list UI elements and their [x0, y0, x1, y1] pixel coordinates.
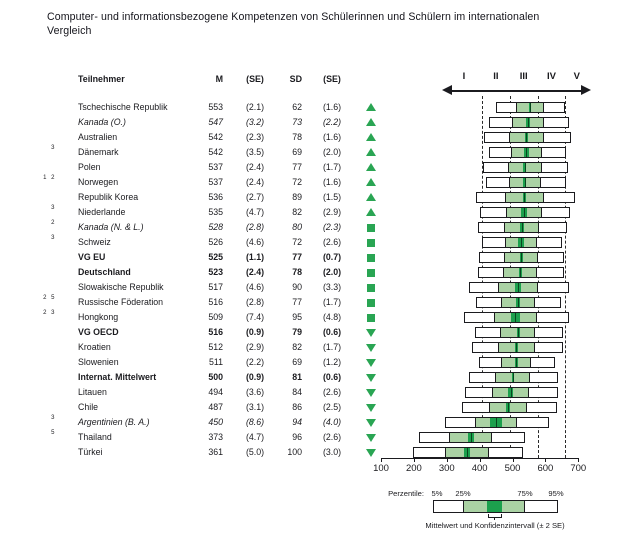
boxplot	[480, 207, 571, 218]
mean-value: 528	[208, 221, 223, 232]
mean-line	[521, 253, 522, 262]
participant-name: Kroatien	[78, 341, 111, 352]
footnote-sup: 3	[51, 205, 56, 211]
participant-name: Internat. Mittelwert	[78, 371, 157, 382]
mean-value: 361	[208, 446, 223, 457]
boxplot	[465, 387, 558, 398]
mean-line	[471, 433, 472, 442]
sd-se-value: (0.6)	[322, 326, 342, 337]
boxplot	[476, 297, 561, 308]
sd-se-value: (0.7)	[322, 251, 342, 262]
mean-se-value: (3.5)	[245, 146, 265, 157]
column-header-mean-se: (SE)	[246, 74, 264, 84]
x-axis-label: 200	[405, 463, 422, 474]
sd-value: 77	[292, 251, 302, 262]
footnote-sup: 5	[51, 430, 56, 436]
mean-value: 500	[208, 371, 223, 382]
mean-se-value: (2.8)	[245, 221, 265, 232]
sd-se-value: (1.2)	[322, 356, 342, 367]
table-row	[0, 432, 634, 445]
mean-se-value: (8.6)	[245, 416, 265, 427]
footnote-sup: 3	[51, 145, 56, 151]
sd-value: 78	[292, 266, 302, 277]
sd-se-value: (2.6)	[322, 236, 342, 247]
participant-name: Chile	[78, 401, 99, 412]
mean-value: 511	[208, 356, 223, 367]
level-axis-arrow-right-icon	[581, 85, 591, 95]
mean-line	[525, 178, 526, 187]
boxplot	[469, 372, 559, 383]
boxplot	[486, 177, 566, 188]
mean-value: 523	[208, 266, 223, 277]
mean-line	[526, 133, 527, 142]
participant-name: Türkei	[78, 446, 103, 457]
sd-se-value: (2.0)	[322, 266, 342, 277]
sd-value: 80	[292, 221, 302, 232]
boxplot	[479, 252, 564, 263]
participant-name: Schweiz	[78, 236, 111, 247]
sd-value: 94	[292, 416, 302, 427]
sd-value: 89	[292, 191, 302, 202]
mean-se-value: (4.6)	[245, 281, 265, 292]
legend-mean-ci-label: Mittelwert und Konfidenzintervall (± 2 SE)	[425, 521, 565, 530]
mean-se-value: (2.7)	[245, 191, 265, 202]
sd-se-value: (1.6)	[322, 176, 342, 187]
participant-name: Deutschland	[78, 266, 131, 277]
mean-se-value: (1.1)	[245, 251, 265, 262]
participant-name: Hongkong	[78, 311, 119, 322]
significance-down-icon	[366, 404, 376, 412]
boxplot	[479, 357, 556, 368]
boxplot	[483, 162, 568, 173]
x-axis-label: 500	[504, 463, 521, 474]
participant-name: VG EU	[78, 251, 106, 262]
significance-down-icon	[366, 359, 376, 367]
significance-square-icon	[367, 314, 375, 322]
mean-se-value: (2.9)	[245, 341, 265, 352]
legend-p75-label: 75%	[517, 489, 533, 498]
boxplot	[469, 282, 568, 293]
participant-name: Kanada (O.)	[78, 116, 126, 127]
mean-line	[518, 328, 519, 337]
boxplot	[475, 327, 562, 338]
significance-down-icon	[366, 389, 376, 397]
x-axis-tick	[513, 458, 514, 462]
legend-brace	[488, 514, 502, 518]
sd-se-value: (2.0)	[322, 146, 342, 157]
sd-value: 82	[292, 206, 302, 217]
sd-se-value: (4.0)	[322, 416, 342, 427]
mean-value: 536	[208, 191, 223, 202]
participant-name: Slowenien	[78, 356, 119, 367]
boxplot	[476, 192, 574, 203]
mean-line	[528, 118, 529, 127]
boxplot	[482, 237, 562, 248]
mean-se-value: (2.8)	[245, 296, 265, 307]
sd-se-value: (1.7)	[322, 161, 342, 172]
sd-se-value: (1.7)	[322, 296, 342, 307]
level-label: IV	[547, 71, 556, 82]
sd-value: 69	[292, 356, 302, 367]
sd-value: 78	[292, 131, 302, 142]
sd-value: 69	[292, 146, 302, 157]
legend-brace-stem	[494, 517, 495, 520]
mean-line	[496, 418, 497, 427]
mean-value: 516	[208, 296, 223, 307]
mean-line	[526, 148, 527, 157]
legend-percentile-label: Perzentile:	[388, 489, 424, 498]
significance-up-icon	[366, 148, 376, 156]
mean-se-value: (4.7)	[245, 431, 265, 442]
sd-value: 100	[287, 446, 302, 457]
boxplot	[472, 342, 563, 353]
significance-down-icon	[366, 329, 376, 337]
mean-line	[521, 238, 522, 247]
level-axis-arrow	[451, 90, 582, 93]
significance-square-icon	[367, 299, 375, 307]
sd-value: 72	[292, 236, 302, 247]
sd-se-value: (0.6)	[322, 371, 342, 382]
x-axis-tick	[545, 458, 546, 462]
boxplot	[478, 267, 564, 278]
column-header-mean: M	[215, 74, 223, 84]
sd-se-value: (3.3)	[322, 281, 342, 292]
level-label: I	[462, 71, 466, 82]
significance-square-icon	[367, 269, 375, 277]
mean-value: 537	[208, 176, 223, 187]
participant-name: Slowakische Republik	[78, 281, 164, 292]
participant-name: Russische Föderation	[78, 296, 164, 307]
footnote-sup: 3	[51, 415, 56, 421]
mean-line	[530, 103, 531, 112]
significance-square-icon	[367, 239, 375, 247]
sd-se-value: (2.6)	[322, 431, 342, 442]
significance-square-icon	[367, 224, 375, 232]
sd-se-value: (2.6)	[322, 386, 342, 397]
boxplot	[496, 102, 565, 113]
sd-value: 82	[292, 341, 302, 352]
mean-line	[518, 298, 519, 307]
level-label: II	[493, 71, 499, 82]
sd-value: 86	[292, 401, 302, 412]
legend-p25-label: 25%	[455, 489, 471, 498]
mean-line	[516, 358, 517, 367]
mean-value: 512	[208, 341, 223, 352]
participant-name: Niederlande	[78, 206, 126, 217]
participant-name: Argentinien (B. A.)	[78, 416, 150, 427]
boxplot	[462, 402, 557, 413]
level-label: III	[519, 71, 528, 82]
sd-se-value: (1.6)	[322, 101, 342, 112]
x-axis-tick	[578, 458, 579, 462]
sd-value: 79	[292, 326, 302, 337]
boxplot	[413, 447, 523, 458]
footnote-sup: 3	[51, 235, 56, 241]
mean-line	[508, 403, 509, 412]
mean-value: 373	[208, 431, 223, 442]
legend-ci-band	[487, 501, 502, 512]
mean-value: 542	[208, 131, 223, 142]
participant-name: Polen	[78, 161, 101, 172]
participant-name: Republik Korea	[78, 191, 139, 202]
boxplot	[489, 147, 566, 158]
mean-line	[513, 373, 514, 382]
boxplot	[464, 312, 569, 323]
footnote-sup: 2	[51, 220, 56, 226]
mean-value: 450	[208, 416, 223, 427]
footnote-sup: 1 2	[43, 175, 56, 181]
legend-sample-boxplot	[433, 500, 558, 513]
x-axis-label: 100	[373, 463, 389, 474]
participant-name: Thailand	[78, 431, 112, 442]
column-header-sd: SD	[289, 74, 302, 84]
significance-up-icon	[366, 103, 376, 111]
participant-name: Norwegen	[78, 176, 119, 187]
mean-line	[522, 223, 523, 232]
x-axis-tick	[381, 458, 382, 462]
legend-p95-label: 95%	[548, 489, 564, 498]
significance-up-icon	[366, 193, 376, 201]
column-header-sd-se: (SE)	[323, 74, 341, 84]
mean-value: 537	[208, 161, 223, 172]
participant-name: Litauen	[78, 386, 107, 397]
significance-up-icon	[366, 133, 376, 141]
mean-se-value: (2.2)	[245, 356, 265, 367]
sd-se-value: (1.7)	[322, 341, 342, 352]
sd-value: 84	[292, 386, 302, 397]
mean-se-value: (3.1)	[245, 401, 265, 412]
mean-value: 526	[208, 236, 223, 247]
mean-se-value: (2.3)	[245, 131, 265, 142]
figure-title	[47, 10, 599, 39]
mean-se-value: (2.4)	[245, 266, 265, 277]
legend-p5-label: 5%	[431, 489, 443, 498]
x-axis-label: 300	[438, 463, 455, 474]
participant-name: Dänemark	[78, 146, 119, 157]
sd-value: 62	[292, 101, 302, 112]
significance-down-icon	[366, 419, 376, 427]
significance-square-icon	[367, 254, 375, 262]
significance-square-icon	[367, 284, 375, 292]
x-axis-tick	[447, 458, 448, 462]
significance-down-icon	[366, 374, 376, 382]
mean-value: 487	[208, 401, 223, 412]
mean-se-value: (7.4)	[245, 311, 265, 322]
significance-down-icon	[366, 449, 376, 457]
sd-value: 77	[292, 161, 302, 172]
mean-value: 509	[208, 311, 223, 322]
mean-line	[520, 268, 521, 277]
level-axis-arrow-left-icon	[442, 85, 452, 95]
mean-line	[515, 313, 516, 322]
x-axis-label: 600	[537, 463, 554, 474]
x-axis-tick	[480, 458, 481, 462]
participant-name: Kanada (N. & L.)	[78, 221, 144, 232]
mean-se-value: (2.4)	[245, 176, 265, 187]
mean-se-value: (5.0)	[245, 446, 265, 457]
x-axis-label: 700	[570, 463, 587, 474]
sd-value: 96	[292, 431, 302, 442]
mean-value: 494	[208, 386, 223, 397]
mean-value: 542	[208, 146, 223, 157]
figure-title-line1: Computer- und informationsbezogene Kompetenzen von Schülerinnen und Schülern im internationalen	[47, 11, 540, 23]
participant-name: VG OECD	[78, 326, 119, 337]
sd-value: 95	[292, 311, 302, 322]
sd-value: 77	[292, 296, 302, 307]
mean-line	[524, 208, 525, 217]
sd-value: 90	[292, 281, 302, 292]
mean-se-value: (2.4)	[245, 161, 265, 172]
mean-line	[524, 193, 525, 202]
sd-se-value: (2.3)	[322, 221, 342, 232]
boxplot	[489, 117, 570, 128]
sd-se-value: (3.0)	[322, 446, 342, 457]
boxplot	[478, 222, 567, 233]
mean-se-value: (0.9)	[245, 371, 265, 382]
significance-down-icon	[366, 344, 376, 352]
mean-se-value: (4.7)	[245, 206, 265, 217]
significance-up-icon	[366, 163, 376, 171]
footnote-sup: 2 3	[43, 310, 56, 316]
mean-value: 535	[208, 206, 223, 217]
significance-up-icon	[366, 178, 376, 186]
significance-up-icon	[366, 208, 376, 216]
mean-line	[511, 388, 512, 397]
sd-value: 81	[292, 371, 302, 382]
mean-se-value: (4.6)	[245, 236, 265, 247]
mean-se-value: (0.9)	[245, 326, 265, 337]
mean-line	[516, 343, 517, 352]
mean-value: 516	[208, 326, 223, 337]
mean-se-value: (3.6)	[245, 386, 265, 397]
level-label: V	[573, 71, 580, 82]
boxplot	[445, 417, 549, 428]
sd-se-value: (1.6)	[322, 131, 342, 142]
mean-value: 517	[208, 281, 223, 292]
sd-value: 72	[292, 176, 302, 187]
participant-name: Australien	[78, 131, 118, 142]
mean-se-value: (2.1)	[245, 101, 265, 112]
column-header-teilnehmer: Teilnehmer	[78, 74, 125, 84]
sd-se-value: (2.5)	[322, 401, 342, 412]
mean-line	[525, 163, 526, 172]
boxplot	[419, 432, 525, 443]
mean-se-value: (3.2)	[245, 116, 265, 127]
mean-line	[467, 448, 468, 457]
significance-up-icon	[366, 118, 376, 126]
footnote-sup: 2 5	[43, 295, 56, 301]
figure-title-line2: Vergleich	[47, 25, 92, 38]
boxplot	[484, 132, 570, 143]
sd-se-value: (2.9)	[322, 206, 342, 217]
sd-se-value: (2.2)	[322, 116, 342, 127]
mean-value: 547	[208, 116, 223, 127]
sd-value: 73	[292, 116, 302, 127]
sd-se-value: (4.8)	[322, 311, 342, 322]
mean-line	[518, 283, 519, 292]
mean-value: 553	[208, 101, 223, 112]
participant-name: Tschechische Republik	[78, 101, 168, 112]
x-axis-label: 400	[471, 463, 488, 474]
x-axis-tick	[414, 458, 415, 462]
significance-down-icon	[366, 434, 376, 442]
sd-se-value: (1.5)	[322, 191, 342, 202]
mean-value: 525	[208, 251, 223, 262]
